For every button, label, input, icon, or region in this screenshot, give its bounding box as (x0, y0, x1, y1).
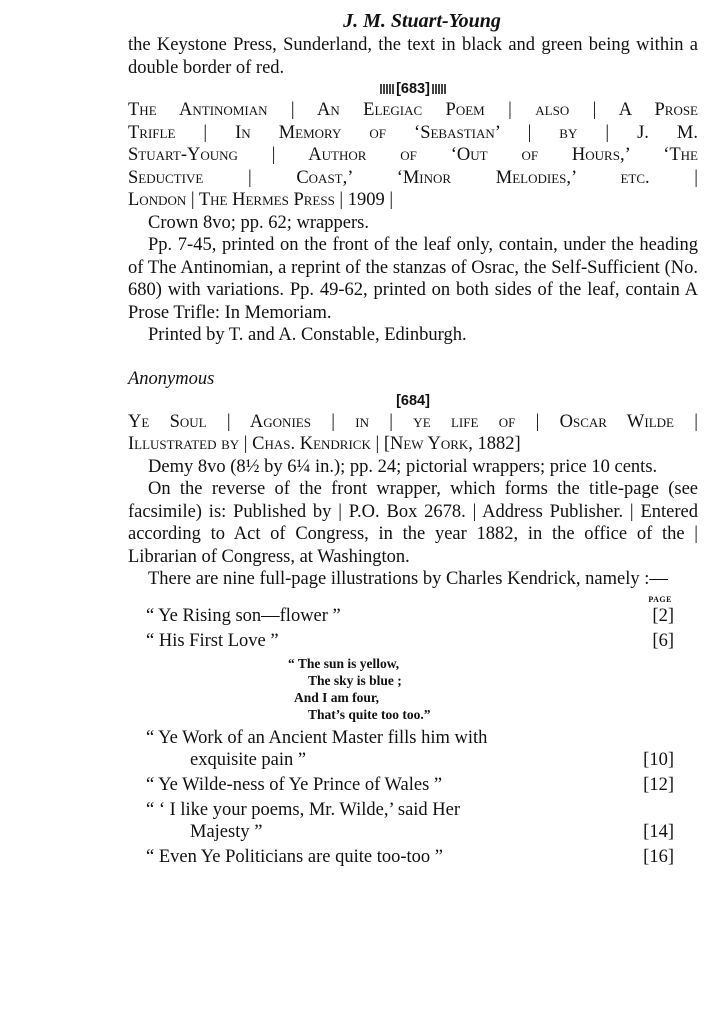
illustration-caption-continued: Majesty ” (190, 821, 263, 842)
title-line: Trifle | In Memory of ‘Sebastian’ | by | J. M. (128, 122, 698, 143)
list-item (146, 846, 674, 868)
illustration-caption: “ Even Ye Politicians are quite too-too ” (146, 846, 443, 867)
intro-paragraph: the Keystone Press, Sunderland, the text in black and green being within a double border of red. (128, 35, 698, 78)
entry-683-title (128, 99, 698, 212)
running-head: J. M. Stuart-Young (343, 10, 501, 32)
illustration-caption: “ ‘ I like your poems, Mr. Wilde,’ said Her (146, 799, 461, 820)
illustration-page: [6] (652, 630, 674, 651)
entry-684-format: Demy 8vo (8½ by 6¼ in.); pp. 24; pictorial wrappers; price 10 cents. (148, 456, 658, 477)
verse-line: That’s quite too too.” (308, 706, 431, 722)
illustrations-list (146, 595, 674, 868)
title-line: London | The Hermes Press | 1909 | (128, 190, 394, 210)
list-item (146, 605, 674, 627)
entry-684-number: [684] (396, 392, 430, 409)
author-heading: Anonymous (128, 368, 215, 389)
ornament-icon (432, 84, 446, 94)
entry-683-description: Pp. 7-45, printed on the front of the leaf only, contain, under the heading of The Antinomian, a reprint of the stanzas of Osrac, the Self-Sufficient (No. 680) with variations. Pp. 49-62, printed on both sides of the leaf, contain A Prose Trifle: In Memoriam. (128, 235, 698, 323)
illustration-page: [16] (643, 846, 674, 867)
entry-684-illustrations-intro: There are nine full-page illustrations by Charles Kendrick, namely :— (148, 569, 668, 589)
title-line: Stuart-Young | Author of ‘Out of Hours,’ ‘The (128, 145, 698, 165)
verse-line: And I am four, (294, 689, 380, 705)
list-item (146, 630, 674, 652)
illustration-caption: “ Ye Rising son—flower ” (146, 605, 341, 626)
illustration-page: [14] (643, 821, 674, 842)
entry-number: [683] (396, 81, 430, 97)
illustration-caption: “ His First Love ” (146, 630, 279, 651)
title-line: Seductive | Coast,’ ‘Minor Melodies,’ etc. | (128, 167, 698, 188)
illustration-page: [10] (643, 749, 674, 770)
list-item (146, 727, 674, 771)
illustration-caption: “ Ye Work of an Ancient Master fills him with (146, 727, 488, 748)
entry-683-format: Crown 8vo; pp. 62; wrappers. (148, 212, 369, 233)
illustration-caption-continued: exquisite pain ” (190, 749, 307, 770)
list-item (146, 774, 674, 796)
title-line: Ye Soul | Agonies | in | ye life of | Oscar Wilde | (128, 411, 698, 432)
title-line: The Antinomian | An Elegiac Poem | also | A Prose (128, 100, 698, 120)
page-column-label: PAGE (648, 594, 672, 604)
entry-683-number (128, 79, 698, 99)
illustration-page: [2] (652, 605, 674, 626)
entry-684-title (128, 411, 698, 456)
entry-683-printer: Printed by T. and A. Constable, Edinburgh. (148, 325, 467, 345)
list-item (146, 799, 674, 843)
verse-line: The sky is blue ; (308, 672, 402, 688)
ornament-icon (380, 84, 394, 94)
book-page (128, 8, 698, 871)
illustration-caption: “ Ye Wilde-ness of Ye Prince of Wales ” (146, 774, 443, 795)
title-line: Illustrated by | Chas. Kendrick | [New York, 1882] (128, 434, 521, 454)
entry-684-reverse-note: On the reverse of the front wrapper, which forms the title-page (see facsimile) is: Published by | P.O. Box 2678. | Address Publisher. | Entered according to Act of Congress, in the year 1882, in the office of the | Librarian of Congress, at Washington. (128, 479, 698, 567)
illustration-page: [12] (643, 774, 674, 795)
verse-quote (288, 655, 674, 723)
verse-line: “ The sun is yellow, (288, 655, 400, 671)
